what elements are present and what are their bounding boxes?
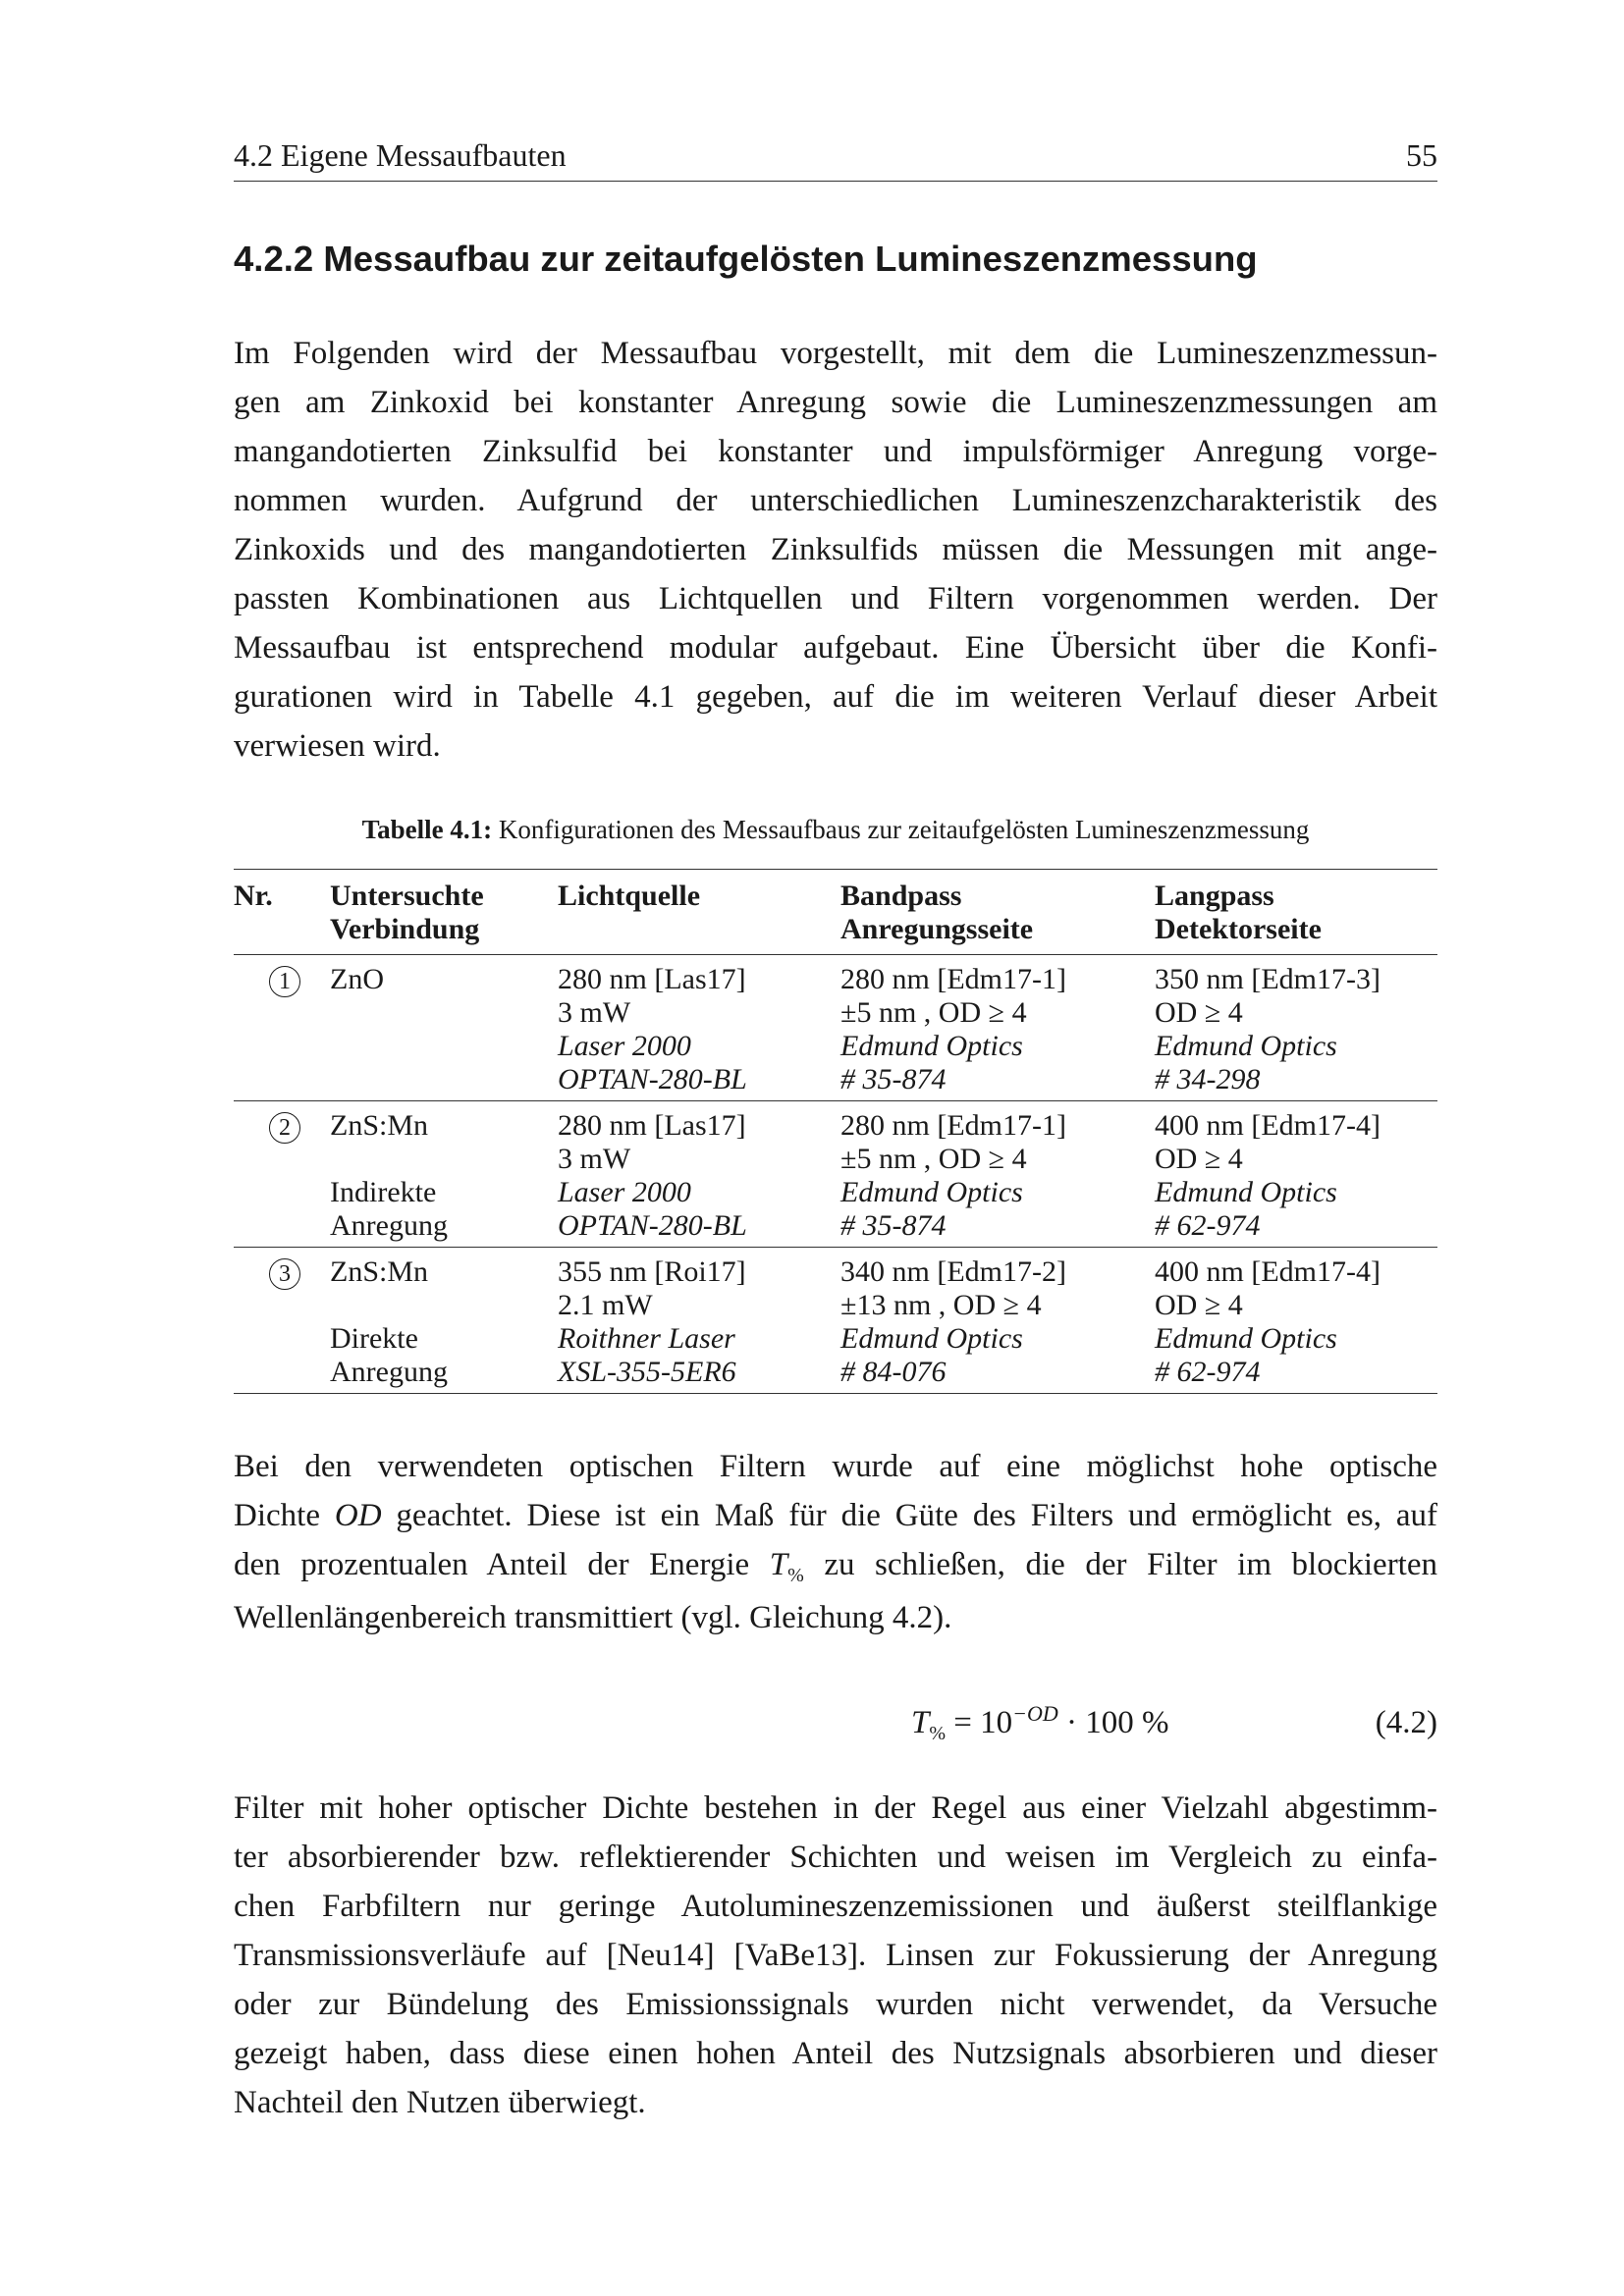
page-number: 55 [1406,137,1437,173]
text-line: Zinkoxids und des mangandotierten Zinksulfids müssen die Messungen mit ange- [234,532,1437,567]
circled-number-badge: 1 [269,966,300,997]
header-verbindung: Untersuchte Verbindung [330,870,558,955]
paragraph-intro [234,329,1437,771]
text-line: Wellenlängenbereich transmittiert (vgl. Gleichung 4.2). [234,1600,952,1635]
cell-verbindung: ZnO [330,955,558,1101]
header-langpass: Langpass Detektorseite [1155,870,1437,955]
cell-verbindung: ZnS:Mn Indirekte Anregung [330,1101,558,1248]
text-line: verwiesen wird. [234,728,441,764]
header-bandpass: Bandpass Anregungsseite [840,870,1155,955]
symbol-od: OD [334,1498,382,1533]
table-header-row [234,870,1437,955]
running-header-section: 4.2 Eigene Messaufbauten [234,137,567,173]
table-caption [234,815,1437,845]
equation-expression: $T_{\%} = 10^{-OD} \cdot 100$ % [911,1701,1169,1744]
table-row [234,1101,1437,1248]
row-number [234,955,330,1101]
running-header [234,137,1437,182]
header-nr: Nr. [234,870,330,955]
text-line: nommen wurden. Aufgrund der unterschiedlichen Lumineszenzcharakteristik des [234,483,1437,518]
text-line: chen Farbfiltern nur geringe Autolumineszenzemissionen und äußerst steilflankige [234,1889,1437,1924]
text-line: mangandotierten Zinksulfid bei konstanter und impulsförmiger Anregung vorge- [234,434,1437,469]
text-line: Transmissionsverläufe auf [Neu14] [VaBe13]. Linsen zur Fokussierung der Anregung [234,1938,1437,1973]
text-line: gezeigt haben, dass diese einen hohen Anteil des Nutzsignals absorbieren und dieser [234,2036,1437,2071]
text-line: passten Kombinationen aus Lichtquellen und Filtern vorgenommen werden. Der [234,581,1437,616]
text-line: oder zur Bündelung des Emissionssignals wurden nicht verwendet, da Versuche [234,1987,1437,2022]
text-line: den prozentualen Anteil der Energie $T_{\%}$ zu schließen, die der Filter im blockierten [234,1547,1437,1586]
header-lichtquelle: Lichtquelle [558,870,840,955]
text-line: Filter mit hoher optischer Dichte bestehen in der Regel aus einer Vielzahl abgestimm- [234,1790,1437,1826]
circled-number-badge: 3 [269,1258,300,1290]
equation-4-2 [234,1701,1437,1754]
text-line: Nachteil den Nutzen überwiegt. [234,2085,646,2120]
cell-langpass: 400 nm [Edm17-4] OD ≥ 4 Edmund Optics # 62-974 [1155,1248,1437,1394]
cell-lichtquelle: 355 nm [Roi17] 2.1 mW Roithner Laser XSL-355-5ER6 [558,1248,840,1394]
cell-bandpass: 340 nm [Edm17-2] ±13 nm , OD ≥ 4 Edmund Optics # 84-076 [840,1248,1155,1394]
symbol-t-percent: $T_{\%}$ [769,1547,804,1586]
cell-langpass: 350 nm [Edm17-3] OD ≥ 4 Edmund Optics # 34-298 [1155,955,1437,1101]
cell-verbindung: ZnS:Mn Direkte Anregung [330,1248,558,1394]
section-title: 4.2.2 Messaufbau zur zeitaufgelösten Lumineszenzmessung [234,239,1258,279]
table-caption-label: Tabelle 4.1: [361,815,493,844]
text-line: gurationen wird in Tabelle 4.1 gegeben, auf die im weiteren Verlauf dieser Arbeit [234,679,1437,715]
text-line: Dichte OD geachtet. Diese ist ein Maß für die Güte des Filters und ermöglicht es, auf [234,1498,1437,1533]
cell-lichtquelle: 280 nm [Las17] 3 mW Laser 2000 OPTAN-280-BL [558,955,840,1101]
equation-number: (4.2) [1375,1705,1437,1740]
row-number [234,1101,330,1248]
text-line: Messaufbau ist entsprechend modular aufgebaut. Eine Übersicht über die Konfi- [234,630,1437,666]
cell-langpass: 400 nm [Edm17-4] OD ≥ 4 Edmund Optics # 62-974 [1155,1101,1437,1248]
text-line: gen am Zinkoxid bei konstanter Anregung sowie die Lumineszenzmessungen am [234,385,1437,420]
cell-lichtquelle: 280 nm [Las17] 3 mW Laser 2000 OPTAN-280-BL [558,1101,840,1248]
text-line: Im Folgenden wird der Messaufbau vorgestellt, mit dem die Lumineszenzmessun- [234,336,1437,371]
row-number [234,1248,330,1394]
cell-bandpass: 280 nm [Edm17-1] ±5 nm , OD ≥ 4 Edmund Optics # 35-874 [840,955,1155,1101]
table-caption-text: Konfigurationen des Messaufbaus zur zeitaufgelösten Lumineszenzmessung [492,815,1310,844]
paragraph-filter-layers [234,1784,1437,2127]
text-line: Bei den verwendeten optischen Filtern wurde auf eine möglichst hohe optische [234,1449,1437,1484]
table-row [234,1248,1437,1394]
paragraph-filter-density [234,1442,1437,1642]
cell-bandpass: 280 nm [Edm17-1] ±5 nm , OD ≥ 4 Edmund Optics # 35-874 [840,1101,1155,1248]
circled-number-badge: 2 [269,1112,300,1144]
configuration-table [234,869,1437,1394]
text-line: ter absorbierender bzw. reflektierender Schichten und weisen im Vergleich zu einfa- [234,1840,1437,1875]
table-row [234,955,1437,1101]
